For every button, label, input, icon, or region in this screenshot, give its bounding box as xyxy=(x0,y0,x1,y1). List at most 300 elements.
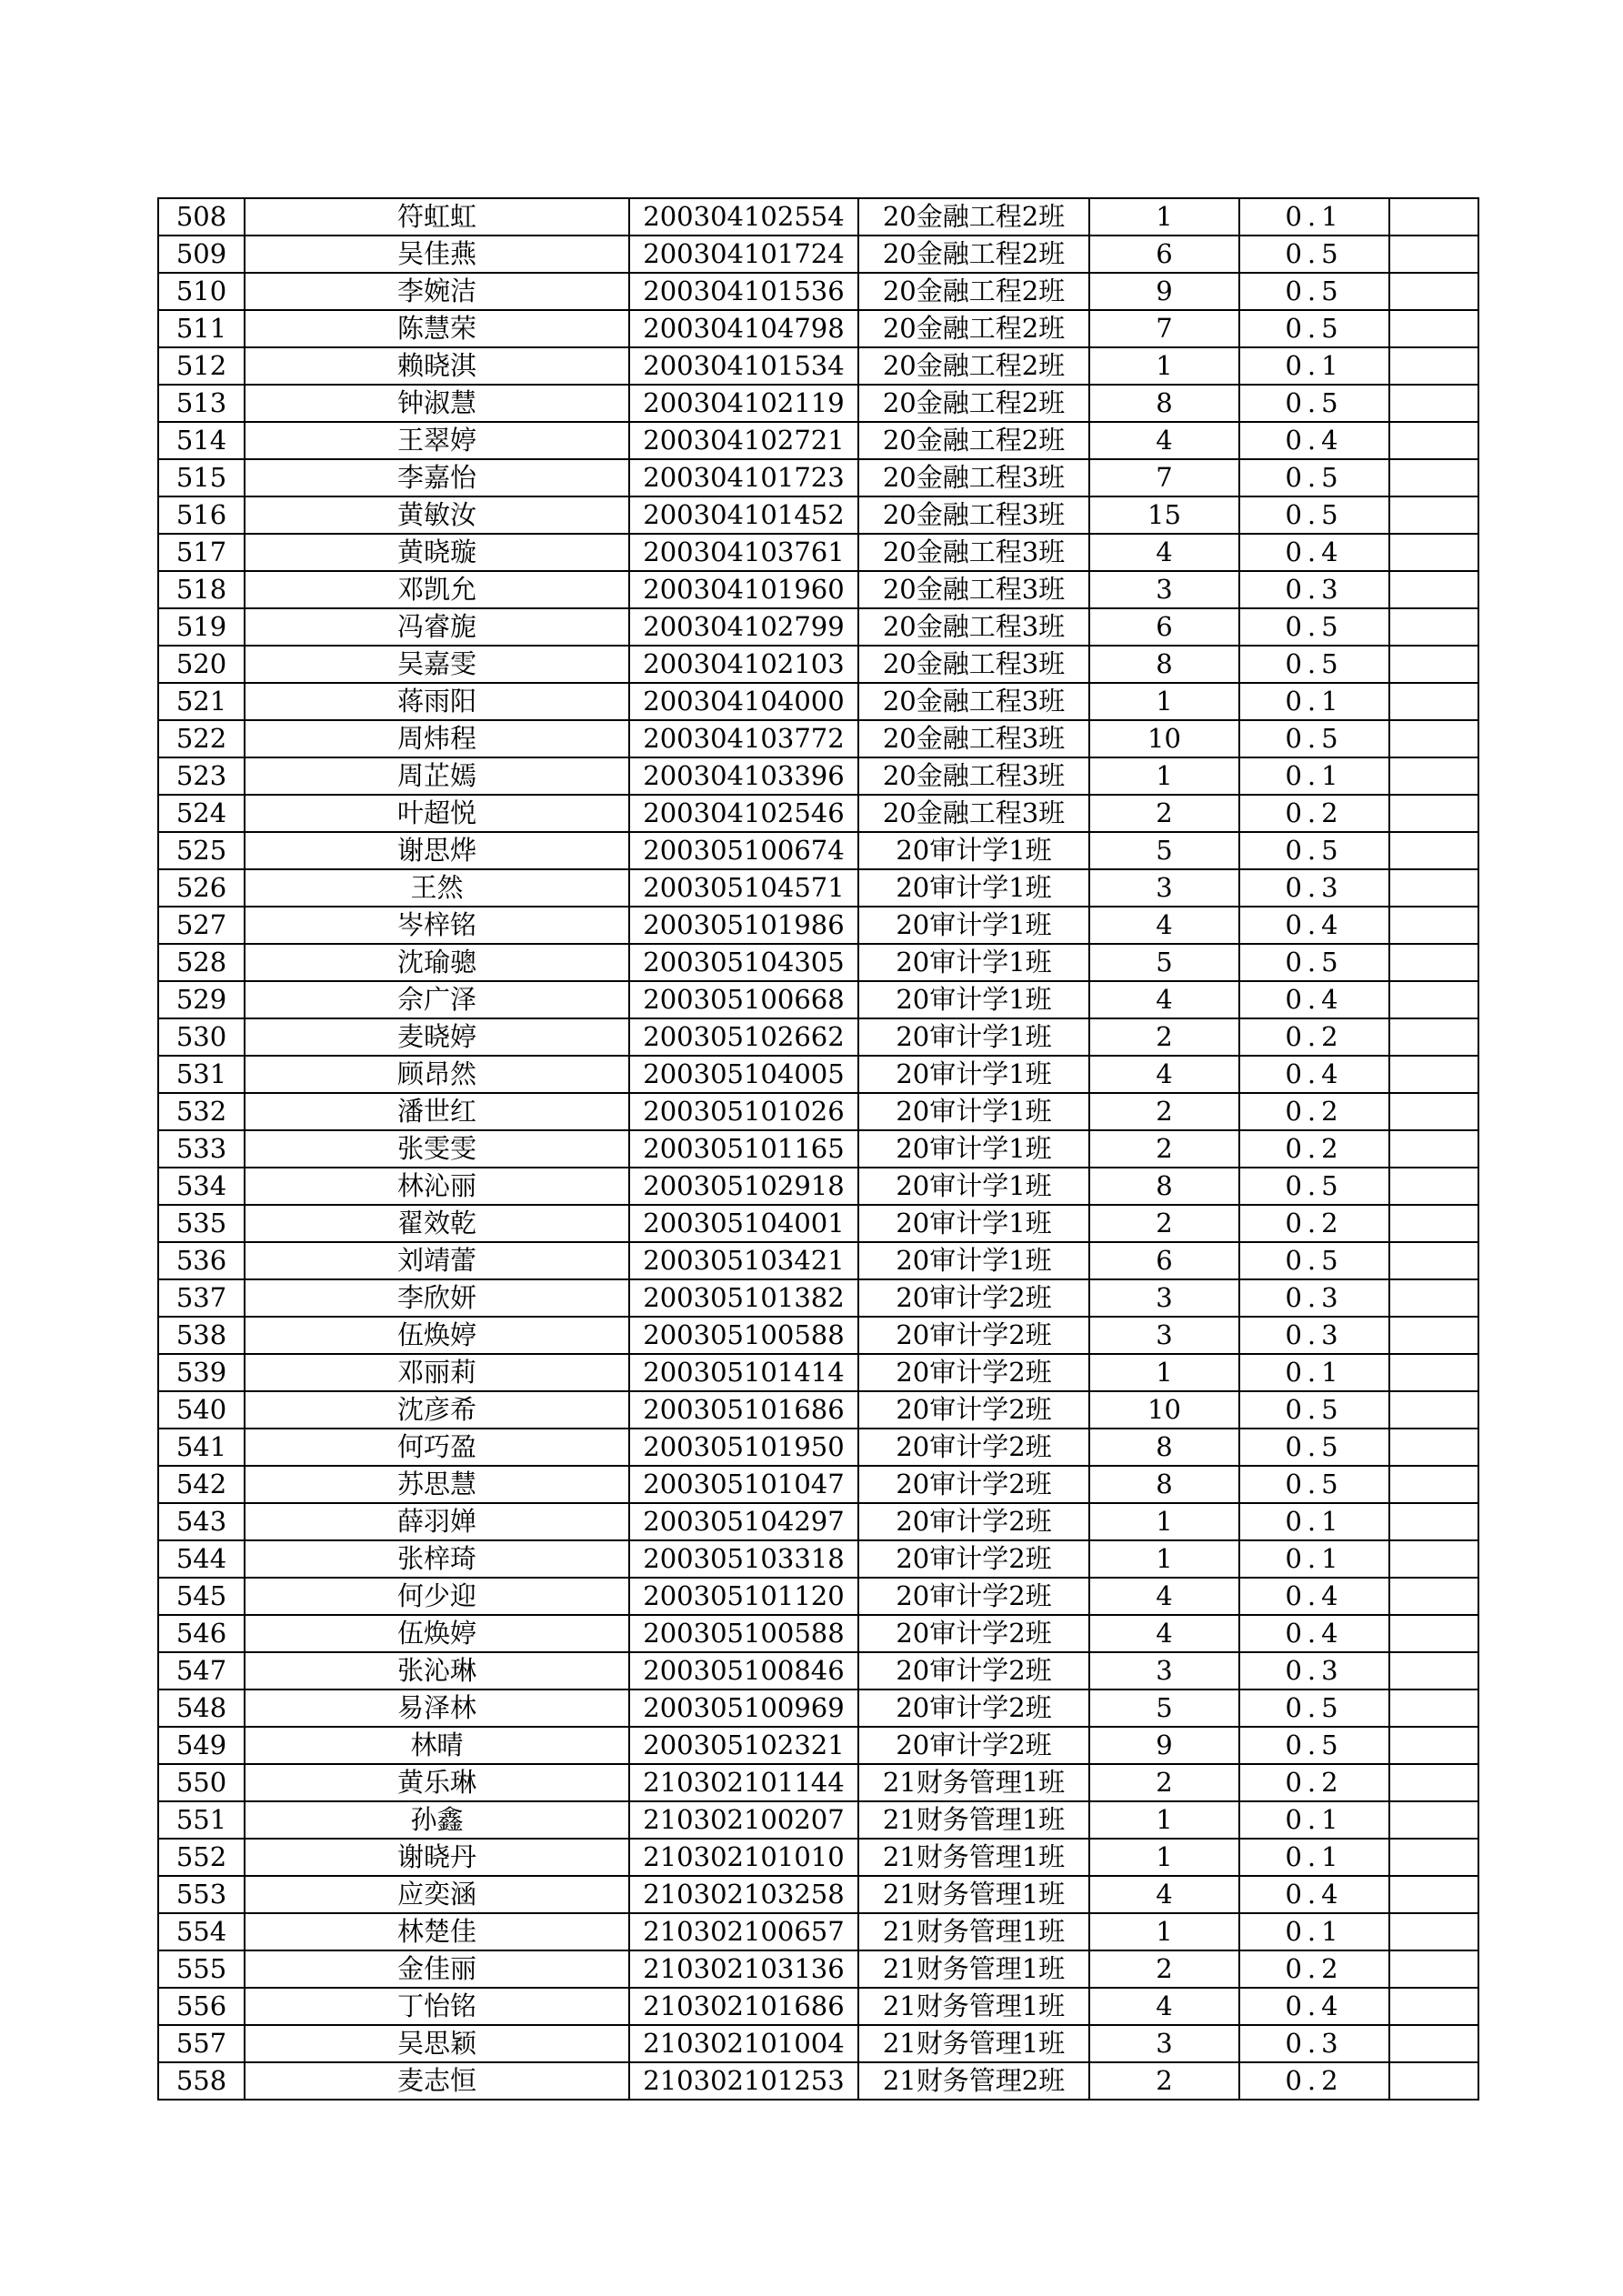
row-number-cell: 544 xyxy=(158,1540,245,1578)
student-id-cell: 200305101165 xyxy=(629,1130,858,1168)
remark-cell xyxy=(1389,1876,1478,1913)
class-name-cell: 20金融工程3班 xyxy=(858,646,1089,683)
count-cell: 1 xyxy=(1089,1503,1239,1540)
class-name-cell: 20审计学2班 xyxy=(858,1279,1089,1317)
count-cell: 4 xyxy=(1089,1578,1239,1615)
table-row xyxy=(158,310,1478,347)
student-id-cell: 200305102321 xyxy=(629,1727,858,1764)
class-name-cell: 20金融工程3班 xyxy=(858,608,1089,646)
student-id-cell: 200305104297 xyxy=(629,1503,858,1540)
table-row xyxy=(158,1503,1478,1540)
score-cell: 0.5 xyxy=(1239,459,1389,496)
student-name-cell: 邓丽莉 xyxy=(245,1354,629,1391)
row-number-cell: 558 xyxy=(158,2062,245,2100)
student-name-cell: 麦晓婷 xyxy=(245,1018,629,1056)
student-name-cell: 张沁琳 xyxy=(245,1652,629,1689)
student-id-cell: 200305101026 xyxy=(629,1093,858,1130)
student-name-cell: 李婉洁 xyxy=(245,273,629,310)
remark-cell xyxy=(1389,1168,1478,1205)
student-table xyxy=(157,197,1479,2100)
remark-cell xyxy=(1389,1018,1478,1056)
student-id-cell: 200304102103 xyxy=(629,646,858,683)
table-row xyxy=(158,273,1478,310)
row-number-cell: 518 xyxy=(158,571,245,608)
remark-cell xyxy=(1389,1950,1478,1988)
remark-cell xyxy=(1389,795,1478,832)
count-cell: 2 xyxy=(1089,2062,1239,2100)
count-cell: 2 xyxy=(1089,1093,1239,1130)
student-id-cell: 200305102918 xyxy=(629,1168,858,1205)
count-cell: 4 xyxy=(1089,1876,1239,1913)
class-name-cell: 20审计学1班 xyxy=(858,944,1089,981)
student-name-cell: 翟效乾 xyxy=(245,1205,629,1242)
count-cell: 7 xyxy=(1089,459,1239,496)
score-cell: 0.4 xyxy=(1239,1578,1389,1615)
student-name-cell: 张梓琦 xyxy=(245,1540,629,1578)
remark-cell xyxy=(1389,1988,1478,2025)
table-row xyxy=(158,198,1478,236)
score-cell: 0.5 xyxy=(1239,832,1389,869)
table-row xyxy=(158,1130,1478,1168)
count-cell: 7 xyxy=(1089,310,1239,347)
count-cell: 2 xyxy=(1089,1018,1239,1056)
score-cell: 0.5 xyxy=(1239,1689,1389,1727)
count-cell: 4 xyxy=(1089,907,1239,944)
count-cell: 1 xyxy=(1089,1839,1239,1876)
remark-cell xyxy=(1389,1615,1478,1652)
row-number-cell: 520 xyxy=(158,646,245,683)
count-cell: 5 xyxy=(1089,832,1239,869)
row-number-cell: 527 xyxy=(158,907,245,944)
class-name-cell: 20审计学2班 xyxy=(858,1615,1089,1652)
class-name-cell: 20金融工程2班 xyxy=(858,310,1089,347)
class-name-cell: 20金融工程2班 xyxy=(858,385,1089,422)
remark-cell xyxy=(1389,1689,1478,1727)
row-number-cell: 524 xyxy=(158,795,245,832)
student-name-cell: 王然 xyxy=(245,869,629,907)
row-number-cell: 543 xyxy=(158,1503,245,1540)
remark-cell xyxy=(1389,1391,1478,1429)
table-row xyxy=(158,1317,1478,1354)
count-cell: 4 xyxy=(1089,1056,1239,1093)
count-cell: 8 xyxy=(1089,646,1239,683)
student-id-cell: 200305103421 xyxy=(629,1242,858,1279)
student-id-cell: 200305100674 xyxy=(629,832,858,869)
student-name-cell: 金佳丽 xyxy=(245,1950,629,1988)
score-cell: 0.5 xyxy=(1239,273,1389,310)
table-body xyxy=(158,198,1478,2100)
score-cell: 0.5 xyxy=(1239,646,1389,683)
score-cell: 0.5 xyxy=(1239,310,1389,347)
count-cell: 2 xyxy=(1089,1764,1239,1801)
class-name-cell: 20金融工程3班 xyxy=(858,496,1089,534)
class-name-cell: 20金融工程2班 xyxy=(858,198,1089,236)
table-row xyxy=(158,832,1478,869)
student-id-cell: 200304101534 xyxy=(629,347,858,385)
score-cell: 0.5 xyxy=(1239,236,1389,273)
score-cell: 0.3 xyxy=(1239,571,1389,608)
table-row xyxy=(158,534,1478,571)
student-name-cell: 符虹虹 xyxy=(245,198,629,236)
remark-cell xyxy=(1389,1429,1478,1466)
score-cell: 0.5 xyxy=(1239,1168,1389,1205)
remark-cell xyxy=(1389,236,1478,273)
class-name-cell: 20审计学2班 xyxy=(858,1503,1089,1540)
remark-cell xyxy=(1389,1764,1478,1801)
student-id-cell: 210302101686 xyxy=(629,1988,858,2025)
count-cell: 2 xyxy=(1089,1950,1239,1988)
student-name-cell: 佘广泽 xyxy=(245,981,629,1018)
row-number-cell: 525 xyxy=(158,832,245,869)
student-name-cell: 黄乐琳 xyxy=(245,1764,629,1801)
count-cell: 6 xyxy=(1089,236,1239,273)
remark-cell xyxy=(1389,534,1478,571)
student-name-cell: 伍焕婷 xyxy=(245,1615,629,1652)
student-id-cell: 200304103761 xyxy=(629,534,858,571)
table-row xyxy=(158,720,1478,757)
table-row xyxy=(158,1689,1478,1727)
table-row xyxy=(158,1578,1478,1615)
table-row xyxy=(158,1093,1478,1130)
table-row xyxy=(158,944,1478,981)
student-id-cell: 200304101960 xyxy=(629,571,858,608)
row-number-cell: 530 xyxy=(158,1018,245,1056)
remark-cell xyxy=(1389,1205,1478,1242)
score-cell: 0.5 xyxy=(1239,1242,1389,1279)
table-row xyxy=(158,757,1478,795)
student-name-cell: 冯睿旎 xyxy=(245,608,629,646)
count-cell: 5 xyxy=(1089,1689,1239,1727)
table-row xyxy=(158,1913,1478,1950)
table-row xyxy=(158,1764,1478,1801)
score-cell: 0.2 xyxy=(1239,1093,1389,1130)
score-cell: 0.2 xyxy=(1239,2062,1389,2100)
student-id-cell: 200304102554 xyxy=(629,198,858,236)
table-row xyxy=(158,1615,1478,1652)
student-id-cell: 200305100668 xyxy=(629,981,858,1018)
score-cell: 0.1 xyxy=(1239,347,1389,385)
class-name-cell: 21财务管理1班 xyxy=(858,1764,1089,1801)
table-row xyxy=(158,236,1478,273)
remark-cell xyxy=(1389,347,1478,385)
count-cell: 10 xyxy=(1089,720,1239,757)
student-id-cell: 200305100846 xyxy=(629,1652,858,1689)
table-row xyxy=(158,1950,1478,1988)
row-number-cell: 547 xyxy=(158,1652,245,1689)
student-name-cell: 沈彦希 xyxy=(245,1391,629,1429)
student-id-cell: 200305100588 xyxy=(629,1615,858,1652)
remark-cell xyxy=(1389,1578,1478,1615)
table-row xyxy=(158,1876,1478,1913)
row-number-cell: 549 xyxy=(158,1727,245,1764)
count-cell: 1 xyxy=(1089,1801,1239,1839)
score-cell: 0.3 xyxy=(1239,2025,1389,2062)
remark-cell xyxy=(1389,2025,1478,2062)
student-name-cell: 易泽林 xyxy=(245,1689,629,1727)
table-row xyxy=(158,869,1478,907)
remark-cell xyxy=(1389,2062,1478,2100)
count-cell: 3 xyxy=(1089,1317,1239,1354)
table-row xyxy=(158,1988,1478,2025)
table-row xyxy=(158,1168,1478,1205)
class-name-cell: 21财务管理1班 xyxy=(858,1950,1089,1988)
remark-cell xyxy=(1389,459,1478,496)
score-cell: 0.1 xyxy=(1239,757,1389,795)
score-cell: 0.1 xyxy=(1239,1801,1389,1839)
class-name-cell: 20审计学1班 xyxy=(858,1056,1089,1093)
class-name-cell: 20审计学2班 xyxy=(858,1354,1089,1391)
count-cell: 10 xyxy=(1089,1391,1239,1429)
class-name-cell: 21财务管理1班 xyxy=(858,1801,1089,1839)
score-cell: 0.3 xyxy=(1239,1652,1389,1689)
student-id-cell: 200305103318 xyxy=(629,1540,858,1578)
table-row xyxy=(158,1279,1478,1317)
count-cell: 1 xyxy=(1089,1540,1239,1578)
student-name-cell: 岑梓铭 xyxy=(245,907,629,944)
remark-cell xyxy=(1389,422,1478,459)
score-cell: 0.1 xyxy=(1239,1354,1389,1391)
student-name-cell: 谢思烨 xyxy=(245,832,629,869)
score-cell: 0.5 xyxy=(1239,944,1389,981)
score-cell: 0.4 xyxy=(1239,1988,1389,2025)
student-name-cell: 刘靖蕾 xyxy=(245,1242,629,1279)
remark-cell xyxy=(1389,981,1478,1018)
student-id-cell: 200305101414 xyxy=(629,1354,858,1391)
table-row xyxy=(158,608,1478,646)
student-name-cell: 邓凯允 xyxy=(245,571,629,608)
remark-cell xyxy=(1389,385,1478,422)
student-name-cell: 林楚佳 xyxy=(245,1913,629,1950)
class-name-cell: 20金融工程2班 xyxy=(858,236,1089,273)
student-name-cell: 丁怡铭 xyxy=(245,1988,629,2025)
count-cell: 6 xyxy=(1089,1242,1239,1279)
score-cell: 0.5 xyxy=(1239,1391,1389,1429)
remark-cell xyxy=(1389,1317,1478,1354)
row-number-cell: 542 xyxy=(158,1466,245,1503)
table-row xyxy=(158,1242,1478,1279)
student-name-cell: 黄敏汝 xyxy=(245,496,629,534)
table-row xyxy=(158,1839,1478,1876)
row-number-cell: 539 xyxy=(158,1354,245,1391)
class-name-cell: 20审计学1班 xyxy=(858,1205,1089,1242)
row-number-cell: 511 xyxy=(158,310,245,347)
row-number-cell: 521 xyxy=(158,683,245,720)
table-row xyxy=(158,1727,1478,1764)
count-cell: 1 xyxy=(1089,1913,1239,1950)
student-name-cell: 陈慧荣 xyxy=(245,310,629,347)
class-name-cell: 20审计学2班 xyxy=(858,1317,1089,1354)
table-row xyxy=(158,1801,1478,1839)
class-name-cell: 20金融工程3班 xyxy=(858,571,1089,608)
row-number-cell: 534 xyxy=(158,1168,245,1205)
remark-cell xyxy=(1389,608,1478,646)
count-cell: 1 xyxy=(1089,347,1239,385)
row-number-cell: 512 xyxy=(158,347,245,385)
count-cell: 8 xyxy=(1089,1466,1239,1503)
row-number-cell: 545 xyxy=(158,1578,245,1615)
remark-cell xyxy=(1389,1727,1478,1764)
score-cell: 0.2 xyxy=(1239,1018,1389,1056)
student-name-cell: 顾昂然 xyxy=(245,1056,629,1093)
student-id-cell: 200305100588 xyxy=(629,1317,858,1354)
student-id-cell: 210302101004 xyxy=(629,2025,858,2062)
score-cell: 0.4 xyxy=(1239,907,1389,944)
score-cell: 0.4 xyxy=(1239,534,1389,571)
student-id-cell: 200304102721 xyxy=(629,422,858,459)
remark-cell xyxy=(1389,1056,1478,1093)
student-id-cell: 200304104000 xyxy=(629,683,858,720)
student-id-cell: 200305102662 xyxy=(629,1018,858,1056)
score-cell: 0.5 xyxy=(1239,1429,1389,1466)
score-cell: 0.5 xyxy=(1239,720,1389,757)
class-name-cell: 20审计学1班 xyxy=(858,1018,1089,1056)
row-number-cell: 546 xyxy=(158,1615,245,1652)
class-name-cell: 20金融工程3班 xyxy=(858,683,1089,720)
remark-cell xyxy=(1389,1540,1478,1578)
score-cell: 0.1 xyxy=(1239,683,1389,720)
remark-cell xyxy=(1389,310,1478,347)
row-number-cell: 552 xyxy=(158,1839,245,1876)
count-cell: 8 xyxy=(1089,1168,1239,1205)
student-name-cell: 孙鑫 xyxy=(245,1801,629,1839)
student-name-cell: 麦志恒 xyxy=(245,2062,629,2100)
count-cell: 4 xyxy=(1089,422,1239,459)
class-name-cell: 20金融工程3班 xyxy=(858,757,1089,795)
score-cell: 0.4 xyxy=(1239,1876,1389,1913)
student-id-cell: 210302100207 xyxy=(629,1801,858,1839)
row-number-cell: 535 xyxy=(158,1205,245,1242)
remark-cell xyxy=(1389,496,1478,534)
class-name-cell: 20金融工程3班 xyxy=(858,534,1089,571)
count-cell: 9 xyxy=(1089,1727,1239,1764)
student-id-cell: 210302103258 xyxy=(629,1876,858,1913)
remark-cell xyxy=(1389,1913,1478,1950)
class-name-cell: 20金融工程2班 xyxy=(858,422,1089,459)
score-cell: 0.5 xyxy=(1239,385,1389,422)
class-name-cell: 20审计学2班 xyxy=(858,1689,1089,1727)
score-cell: 0.2 xyxy=(1239,1950,1389,1988)
student-id-cell: 200304103396 xyxy=(629,757,858,795)
student-name-cell: 张雯雯 xyxy=(245,1130,629,1168)
score-cell: 0.5 xyxy=(1239,608,1389,646)
score-cell: 0.4 xyxy=(1239,1056,1389,1093)
remark-cell xyxy=(1389,907,1478,944)
count-cell: 4 xyxy=(1089,1615,1239,1652)
table-row xyxy=(158,385,1478,422)
student-id-cell: 200305104001 xyxy=(629,1205,858,1242)
student-name-cell: 何巧盈 xyxy=(245,1429,629,1466)
class-name-cell: 20审计学2班 xyxy=(858,1578,1089,1615)
row-number-cell: 508 xyxy=(158,198,245,236)
count-cell: 1 xyxy=(1089,757,1239,795)
count-cell: 3 xyxy=(1089,2025,1239,2062)
table-row xyxy=(158,1056,1478,1093)
score-cell: 0.2 xyxy=(1239,795,1389,832)
row-number-cell: 529 xyxy=(158,981,245,1018)
class-name-cell: 20审计学2班 xyxy=(858,1391,1089,1429)
student-id-cell: 210302101144 xyxy=(629,1764,858,1801)
student-name-cell: 赖晓淇 xyxy=(245,347,629,385)
table-row xyxy=(158,2025,1478,2062)
count-cell: 2 xyxy=(1089,795,1239,832)
table-row xyxy=(158,795,1478,832)
count-cell: 1 xyxy=(1089,1354,1239,1391)
count-cell: 4 xyxy=(1089,981,1239,1018)
count-cell: 8 xyxy=(1089,385,1239,422)
student-name-cell: 潘世红 xyxy=(245,1093,629,1130)
count-cell: 1 xyxy=(1089,198,1239,236)
student-name-cell: 吴思颖 xyxy=(245,2025,629,2062)
score-cell: 0.2 xyxy=(1239,1764,1389,1801)
remark-cell xyxy=(1389,1279,1478,1317)
student-name-cell: 李嘉怡 xyxy=(245,459,629,496)
student-name-cell: 吴嘉雯 xyxy=(245,646,629,683)
remark-cell xyxy=(1389,1503,1478,1540)
row-number-cell: 515 xyxy=(158,459,245,496)
score-cell: 0.5 xyxy=(1239,496,1389,534)
remark-cell xyxy=(1389,869,1478,907)
table-row xyxy=(158,496,1478,534)
row-number-cell: 553 xyxy=(158,1876,245,1913)
remark-cell xyxy=(1389,1652,1478,1689)
student-name-cell: 黄晓璇 xyxy=(245,534,629,571)
student-name-cell: 王翠婷 xyxy=(245,422,629,459)
count-cell: 3 xyxy=(1089,1652,1239,1689)
row-number-cell: 537 xyxy=(158,1279,245,1317)
student-id-cell: 210302101253 xyxy=(629,2062,858,2100)
table-row xyxy=(158,907,1478,944)
table-row xyxy=(158,1429,1478,1466)
table-row xyxy=(158,2062,1478,2100)
score-cell: 0.1 xyxy=(1239,1913,1389,1950)
student-name-cell: 李欣妍 xyxy=(245,1279,629,1317)
student-id-cell: 200304102546 xyxy=(629,795,858,832)
class-name-cell: 20金融工程3班 xyxy=(858,720,1089,757)
student-name-cell: 何少迎 xyxy=(245,1578,629,1615)
table-row xyxy=(158,1205,1478,1242)
count-cell: 5 xyxy=(1089,944,1239,981)
remark-cell xyxy=(1389,646,1478,683)
student-id-cell: 200305104571 xyxy=(629,869,858,907)
table-row xyxy=(158,1652,1478,1689)
row-number-cell: 532 xyxy=(158,1093,245,1130)
row-number-cell: 523 xyxy=(158,757,245,795)
class-name-cell: 20审计学1班 xyxy=(858,832,1089,869)
student-id-cell: 200305101686 xyxy=(629,1391,858,1429)
student-name-cell: 苏思慧 xyxy=(245,1466,629,1503)
class-name-cell: 21财务管理1班 xyxy=(858,1988,1089,2025)
student-id-cell: 200305104305 xyxy=(629,944,858,981)
class-name-cell: 20审计学2班 xyxy=(858,1466,1089,1503)
score-cell: 0.4 xyxy=(1239,1615,1389,1652)
score-cell: 0.2 xyxy=(1239,1205,1389,1242)
row-number-cell: 540 xyxy=(158,1391,245,1429)
student-id-cell: 200304104798 xyxy=(629,310,858,347)
class-name-cell: 20审计学1班 xyxy=(858,907,1089,944)
class-name-cell: 20审计学1班 xyxy=(858,1093,1089,1130)
table-row xyxy=(158,571,1478,608)
row-number-cell: 557 xyxy=(158,2025,245,2062)
student-id-cell: 200304101723 xyxy=(629,459,858,496)
count-cell: 15 xyxy=(1089,496,1239,534)
table-row xyxy=(158,981,1478,1018)
score-cell: 0.3 xyxy=(1239,1317,1389,1354)
row-number-cell: 531 xyxy=(158,1056,245,1093)
row-number-cell: 550 xyxy=(158,1764,245,1801)
count-cell: 2 xyxy=(1089,1130,1239,1168)
student-name-cell: 沈瑜骢 xyxy=(245,944,629,981)
row-number-cell: 554 xyxy=(158,1913,245,1950)
